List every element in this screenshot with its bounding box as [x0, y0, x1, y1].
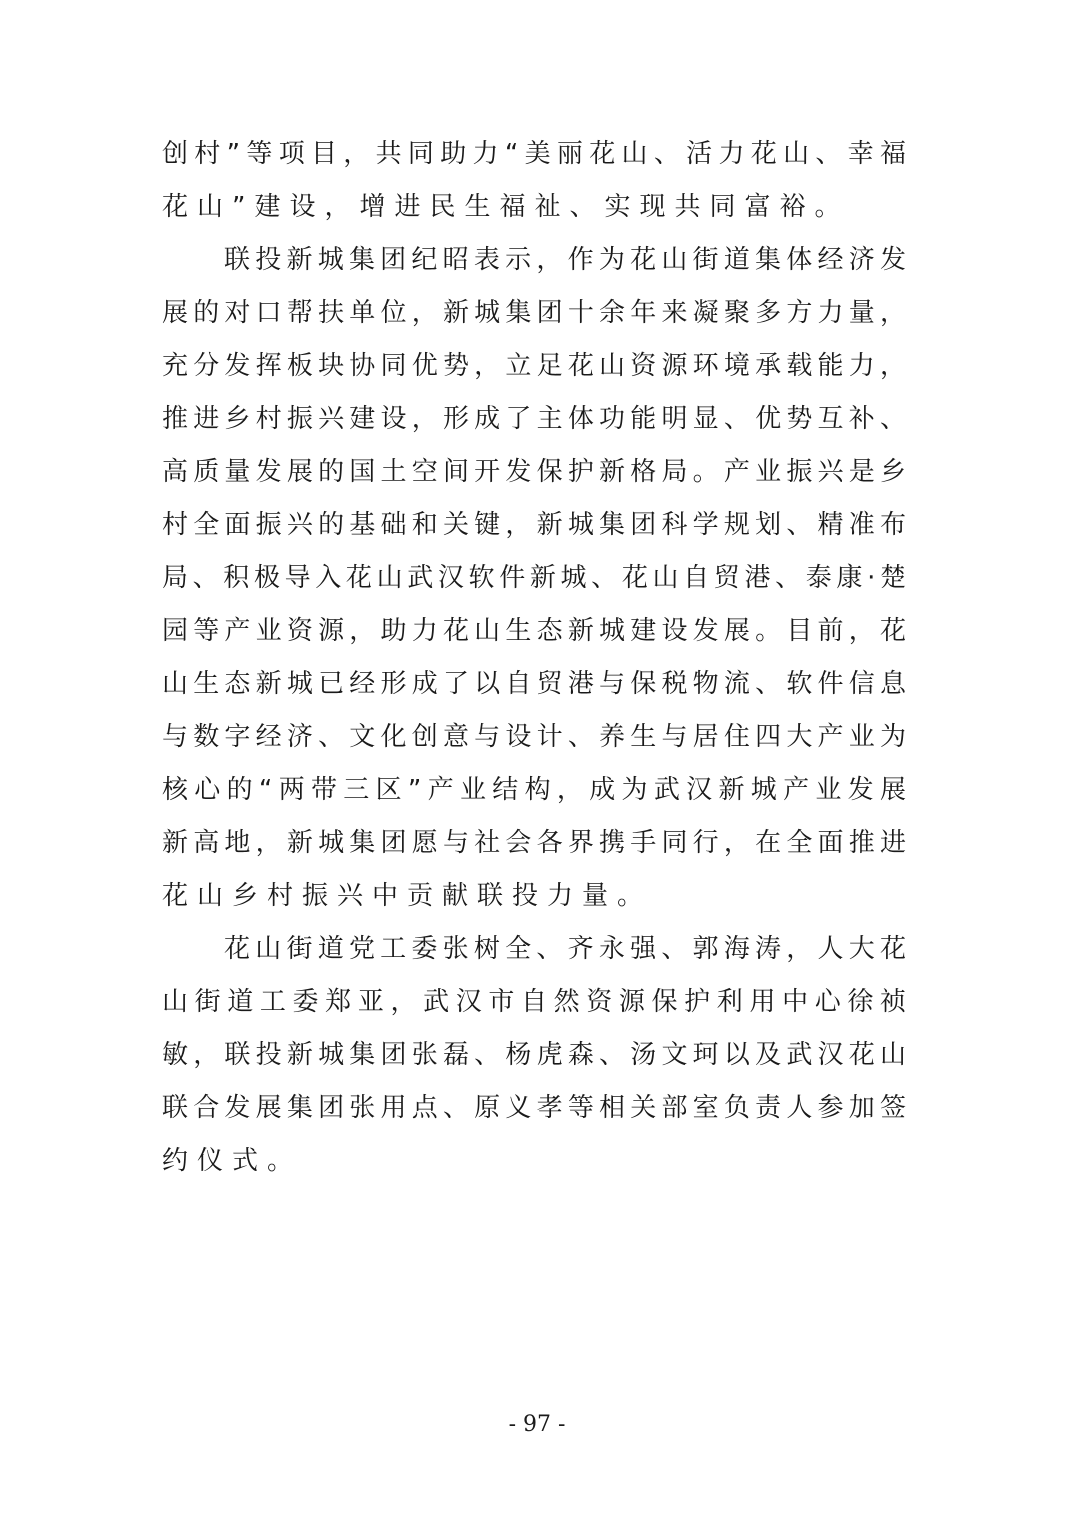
text-line: 新高地，新城集团愿与社会各界携手同行，在全面推进 [162, 828, 906, 858]
text-line: 局、积极导入花山武汉软件新城、花山自贸港、泰康·楚 [162, 563, 906, 593]
text-line: 联合发展集团张用点、原义孝等相关部室负责人参加签 [162, 1093, 906, 1123]
page-number: - 97 - [508, 1412, 566, 1437]
text-line: 约仪式。 [162, 1146, 303, 1176]
paragraph-first-line: 花山街道党工委张树全、齐永强、郭海涛，人大花 [224, 934, 906, 964]
text-line: 展的对口帮扶单位，新城集团十余年来凝聚多方力量， [162, 298, 906, 328]
text-line: 花山”建设，增进民生福祉、实现共同富裕。 [162, 192, 850, 222]
paragraph-first-line: 联投新城集团纪昭表示，作为花山街道集体经济发 [224, 245, 906, 275]
text-line: 花山乡村振兴中贡献联投力量。 [162, 881, 653, 911]
text-line: 园等产业资源，助力花山生态新城建设发展。目前，花 [162, 616, 906, 646]
text-line: 创村”等项目，共同助力“美丽花山、活力花山、幸福 [162, 139, 906, 169]
text-line: 山生态新城已经形成了以自贸港与保税物流、软件信息 [162, 669, 906, 699]
text-line: 与数字经济、文化创意与设计、养生与居住四大产业为 [162, 722, 906, 752]
text-line: 推进乡村振兴建设，形成了主体功能明显、优势互补、 [162, 404, 906, 434]
text-line: 高质量发展的国土空间开发保护新格局。产业振兴是乡 [162, 457, 906, 487]
text-line: 敏，联投新城集团张磊、杨虎森、汤文珂以及武汉花山 [162, 1040, 906, 1070]
text-line: 充分发挥板块协同优势，立足花山资源环境承载能力， [162, 351, 906, 381]
text-line: 山街道工委郑亚，武汉市自然资源保护利用中心徐祯 [162, 987, 906, 1017]
text-line: 村全面振兴的基础和关键，新城集团科学规划、精准布 [162, 510, 906, 540]
text-line: 核心的“两带三区”产业结构，成为武汉新城产业发展 [162, 775, 906, 805]
